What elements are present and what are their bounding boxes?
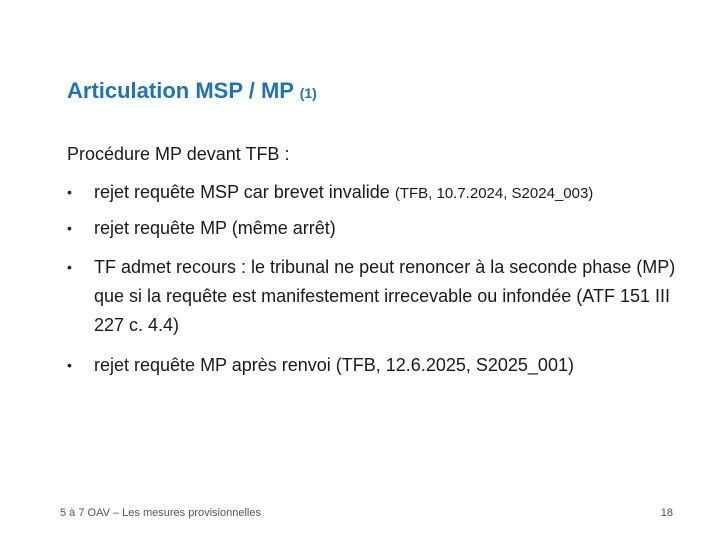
bullet-icon: • — [67, 184, 72, 200]
bullet-text: rejet requête MP après renvoi (TFB, 12.6.2025, S2025_001) — [94, 355, 574, 375]
intro-text: Procédure MP devant TFB : — [67, 144, 290, 164]
bullet-list — [67, 178, 687, 380]
bullet-item — [67, 178, 687, 208]
bullet-text: rejet requête MSP car brevet invalide — [94, 182, 395, 202]
bullet-reference: (TFB, 10.7.2024, S2024_003) — [394, 185, 594, 202]
bullet-text: rejet requête MP (même arrêt) — [94, 218, 336, 238]
bullet-item — [67, 253, 687, 340]
bullet-text: TF admet recours : le tribunal ne peut renoncer à la seconde phase (MP) que si la requête est manifestement irrecevable ou infondée (ATF 151 III 227 c. 4.4) — [94, 257, 676, 335]
bullet-item — [67, 214, 687, 243]
footer-presentation-title: 5 à 7 OAV – Les mesures provisionnelles — [60, 507, 261, 519]
slide-title — [67, 78, 317, 104]
slide-title-text: Articulation MSP / MP — [67, 78, 294, 103]
page-number: 18 — [660, 507, 673, 519]
bullet-icon: • — [67, 357, 72, 373]
bullet-icon: • — [67, 220, 72, 236]
slide-title-suffix: (1) — [299, 85, 317, 101]
bullet-item — [67, 351, 687, 380]
bullet-icon: • — [67, 259, 72, 275]
